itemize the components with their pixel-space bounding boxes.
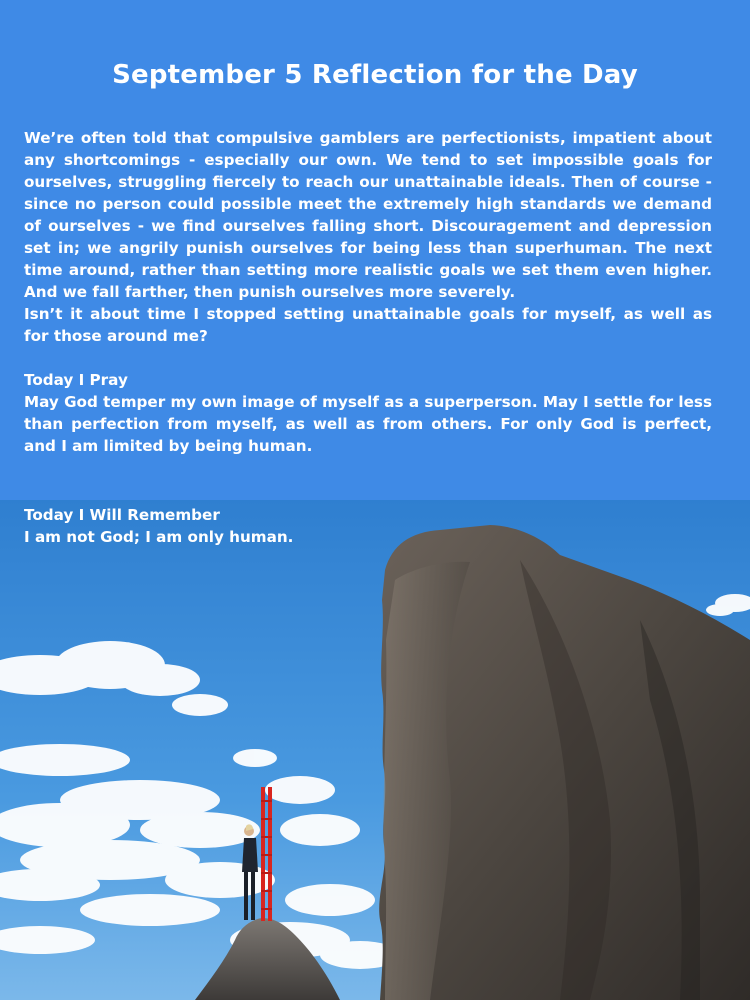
- reflection-text: [24, 127, 712, 457]
- remember-section: [24, 504, 712, 548]
- cliff-ladder-photo: [0, 500, 750, 1000]
- pray-text: May God temper my own image of myself as a superperson. May I settle for less than perfection from myself, as well as from others. For only God is perfect, and I am limited by being human.: [24, 393, 712, 455]
- reflection-paragraph: We’re often told that compulsive gamblers are perfectionists, impatient about any shortcomings - especially our own. We tend to set impossible goals for ourselves, struggling fiercely to reach our unattainable ideals. Then of course - since no person could possible meet the extremely high standards we demand of ourselves - we find ourselves falling short. Discouragement and depression set in; we angrily punish ourselves for being less than superhuman. The next time around, rather than setting more realistic goals we set them even higher. And we fall farther, then punish ourselves more severely.: [24, 129, 712, 301]
- pray-heading: Today I Pray: [24, 371, 128, 389]
- remember-heading: Today I Will Remember: [24, 506, 220, 524]
- remember-text: I am not God; I am only human.: [24, 528, 294, 546]
- reflection-question: Isn’t it about time I stopped setting unattainable goals for myself, as well as for those around me?: [24, 305, 712, 345]
- page-title: September 5 Reflection for the Day: [112, 60, 638, 90]
